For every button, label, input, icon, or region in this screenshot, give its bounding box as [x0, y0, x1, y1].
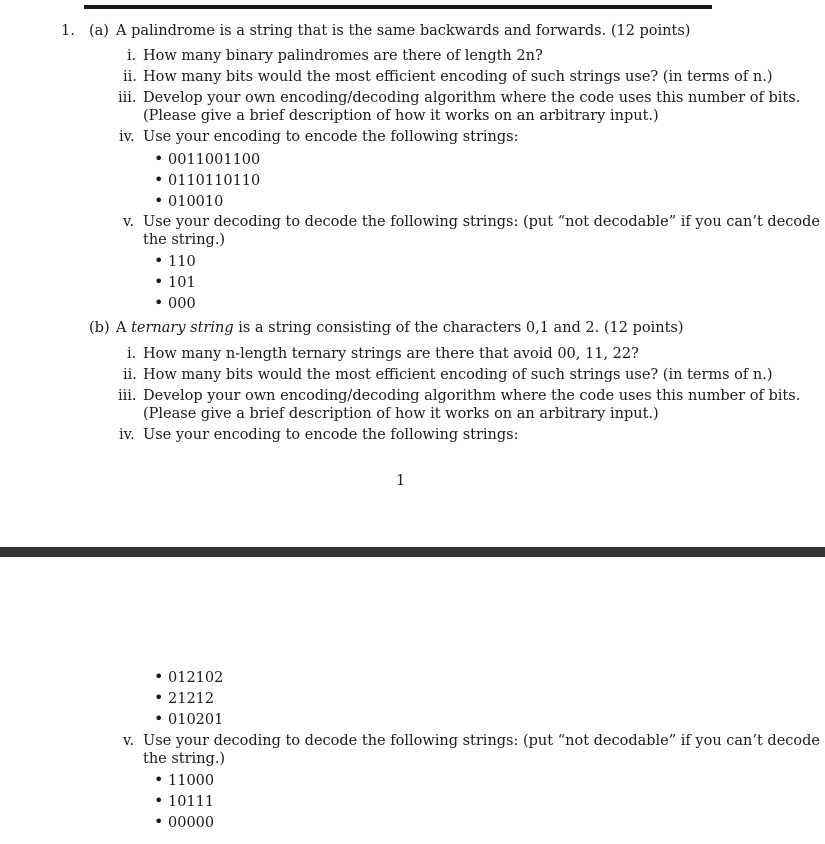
part-b-decode-string-1: • 11000: [154, 771, 214, 790]
part-a-item-iii-text: Develop your own encoding/decoding algorithm where the code uses this number of bits.: [143, 90, 801, 106]
part-a-item-i-label: i.: [127, 48, 137, 64]
part-a-item-v-label: v.: [123, 214, 135, 230]
part-a-decode-string-3: • 000: [154, 294, 196, 313]
part-a-item-ii-label: ii.: [123, 69, 137, 85]
page-separator: [0, 547, 825, 557]
part-a-encode-string-2: • 0110110110: [154, 171, 260, 190]
part-a-decode-string-2: • 101: [154, 273, 196, 292]
part-b-item-v-text2: the string.): [143, 751, 226, 767]
part-b-encode-string-1: • 012102: [154, 668, 223, 687]
part-a-encode-string-3: • 010010: [154, 192, 223, 211]
part-b-label: (b): [89, 320, 110, 336]
part-b-intro-post: is a string consisting of the characters 0,1 and 2. (12 points): [233, 320, 684, 336]
part-a-intro: A palindrome is a string that is the same backwards and forwards. (12 points): [116, 23, 691, 39]
question-number: 1.: [61, 23, 75, 39]
part-b-item-ii-label: ii.: [123, 367, 137, 383]
part-a-decode-string-1: • 110: [154, 252, 196, 271]
part-b-intro: [116, 319, 684, 337]
part-b-decode-string-3: • 00000: [154, 813, 214, 832]
part-b-item-v-label: v.: [123, 733, 135, 749]
part-b-item-v-text: Use your decoding to decode the following strings: (put “not decodable” if you can’t decode: [143, 733, 820, 749]
part-b-item-i-label: i.: [127, 346, 137, 362]
part-b-item-iii-text2: (Please give a brief description of how it works on an arbitrary input.): [143, 406, 659, 422]
part-b-item-iii-label: iii.: [118, 388, 137, 404]
part-a-item-i-text: How many binary palindromes are there of length 2n?: [143, 48, 543, 64]
part-a-item-v-text2: the string.): [143, 232, 226, 248]
part-a-item-iii-label: iii.: [118, 90, 137, 106]
part-a-item-v-text: Use your decoding to decode the following strings: (put “not decodable” if you can’t decode: [143, 214, 820, 230]
part-a-label: (a): [89, 23, 109, 39]
part-a-item-iv-label: iv.: [119, 129, 135, 145]
part-b-item-iv-text: Use your encoding to encode the following strings:: [143, 427, 519, 443]
part-b-item-iii-text: Develop your own encoding/decoding algorithm where the code uses this number of bits.: [143, 388, 801, 404]
part-b-item-i-text: How many n-length ternary strings are there that avoid 00, 11, 22?: [143, 346, 639, 362]
part-b-encode-string-2: • 21212: [154, 689, 214, 708]
part-a-encode-string-1: • 0011001100: [154, 150, 260, 169]
part-b-item-ii-text: How many bits would the most efficient encoding of such strings use? (in terms of n.): [143, 367, 773, 383]
part-b-intro-term: ternary string: [131, 320, 234, 336]
part-a-item-iii-text2: (Please give a brief description of how it works on an arbitrary input.): [143, 108, 659, 124]
part-b-item-iv-label: iv.: [119, 427, 135, 443]
part-b-intro-pre: A: [116, 320, 132, 336]
part-b-decode-string-2: • 10111: [154, 792, 214, 811]
cut-off-next-line: [90, 838, 720, 844]
top-rule: [84, 5, 712, 9]
part-a-item-iv-text: Use your encoding to encode the following strings:: [143, 129, 519, 145]
page-number: 1: [396, 473, 406, 489]
part-b-encode-string-3: • 010201: [154, 710, 223, 729]
part-a-item-ii-text: How many bits would the most efficient encoding of such strings use? (in terms of n.): [143, 69, 773, 85]
